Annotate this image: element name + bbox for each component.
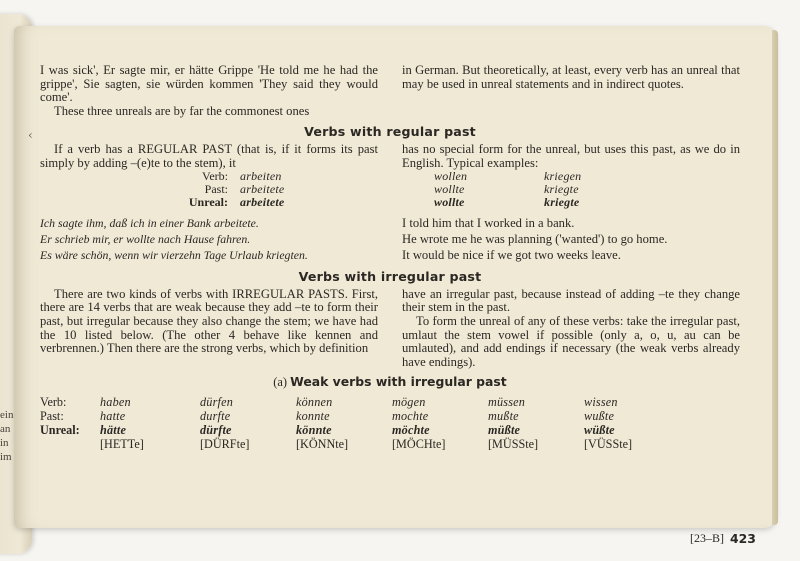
regular-right-text: has no special form for the unreal, but uses this past, as we do in English. Typical examples: [402,141,740,170]
pronunciation-cell: [DÜRFte] [200,436,250,451]
fragment-line: an [0,423,11,435]
verb-cell: könnte [296,422,332,437]
fragment-line: in [0,437,9,449]
regular-verb-table [50,170,740,209]
pronunciation-cell: [MÜSSte] [488,436,539,451]
irregular-left-text: There are two kinds of verbs with IRREGULAR PASTS. First, there are 14 verbs that are weak because they add –te to form their past, but irregular because they also change the stem; we have had the 10 listed below. (The other 4 behave like kennen and verbrennen.) Then there are the strong verbs, which by definition [40,286,378,356]
pronunciation-cell: [KÖNNte] [296,436,349,451]
verb-cell: mußte [488,408,519,423]
margin-mark: ‹ [28,128,33,142]
verb-cell: kriegen [544,169,582,184]
subheading-weak-verbs [40,375,740,390]
example-row [40,231,740,247]
verb-cell: arbeiten [240,169,282,184]
intro-left-text-2: These three unreals are by far the commonest ones [54,103,310,118]
verb-cell: können [296,394,333,409]
verb-cell: hätte [100,422,127,437]
irregular-paragraph [40,288,740,370]
row-label: Unreal: [40,422,80,437]
verb-cell: dürfte [200,422,232,437]
irregular-right-text: have an irregular past, because instead of adding –te they change their stem in the past. [402,286,740,315]
example-row [40,215,740,231]
verb-cell: müssen [488,394,526,409]
row-label: Verb: [202,169,228,184]
page-number: 423 [730,531,756,546]
row-label: Unreal: [188,195,228,210]
verb-cell: hatte [100,408,126,423]
weak-irregular-verb-table [40,395,740,451]
fragment-line: ein [0,409,14,421]
section-reference: [23–B] [690,531,724,545]
english-sentence: He wrote me he was planning ('wanted') to go home. [402,232,668,247]
verb-cell: müßte [488,422,521,437]
verb-cell: wüßte [584,422,615,437]
german-sentence: Er schrieb mir, er wollte nach Hause fahren. [40,232,251,247]
row-label [40,437,100,451]
verb-cell: mögen [392,394,426,409]
fragment-line: im [0,451,12,463]
page-stack-edge [772,30,778,525]
heading-regular-past: Verbs with regular past [304,124,476,140]
heading-irregular-past: Verbs with irregular past [298,269,482,285]
verb-cell: arbeitete [240,195,285,210]
intro-left-text: I was sick', Er sagte mir, er hätte Grippe 'He told me he had the grippe', Sie sagten, sie würden kommen 'They said they would come'. [40,63,378,105]
pronunciation-cell: [HETTe] [100,436,144,451]
verb-cell: wollte [434,195,465,210]
verb-cell: dürfen [200,394,234,409]
english-sentence: I told him that I worked in a bank. [402,216,575,231]
page-content [40,63,756,546]
verb-cell: durfte [200,408,231,423]
german-sentence: Es wäre schön, wenn wir vierzehn Tage Urlaub kriegten. [40,248,308,263]
verb-cell: konnte [296,408,330,423]
verb-cell: wollte [434,182,465,197]
verb-cell: arbeitete [240,182,285,197]
english-sentence: It would be nice if we got two weeks leave. [402,248,621,263]
row-label: Past: [204,182,228,197]
pronunciation-cell: [MÖCHte] [392,436,446,451]
german-sentence: Ich sagte ihm, daß ich in einer Bank arbeitete. [40,216,259,231]
verb-cell: haben [100,394,131,409]
verb-cell: wollen [434,169,468,184]
verb-cell: kriegte [544,195,580,210]
example-row [40,247,740,263]
subheading-prefix: (a) [273,375,288,390]
example-sentences [40,215,740,263]
pronunciation-cell: [VÜSSte] [584,436,633,451]
row-label: Verb: [40,394,67,409]
regular-left-text: If a verb has a REGULAR PAST (that is, if it forms its past simply by adding –(e)te to the stem), it [40,141,378,170]
regular-paragraph [40,143,740,170]
verb-cell: möchte [392,422,430,437]
intro-right-text: in German. But theoretically, at least, every verb has an unreal that may be used in unreal statements and in indirect quotes. [402,63,740,91]
row-label: Past: [40,408,64,423]
irregular-right-text-2: To form the unreal of any of these verbs: take the irregular past, umlaut the stem vowel if possible (only a, o, u, au can be umlauted), and add endings if necessary (the weak verbs already have endings). [402,313,740,369]
verb-cell: wußte [584,408,615,423]
verb-cell: mochte [392,408,429,423]
intro-paragraph [40,64,740,118]
subheading-title: Weak verbs with irregular past [290,374,507,390]
verb-cell: kriegte [544,182,579,197]
verb-cell: wissen [584,394,618,409]
